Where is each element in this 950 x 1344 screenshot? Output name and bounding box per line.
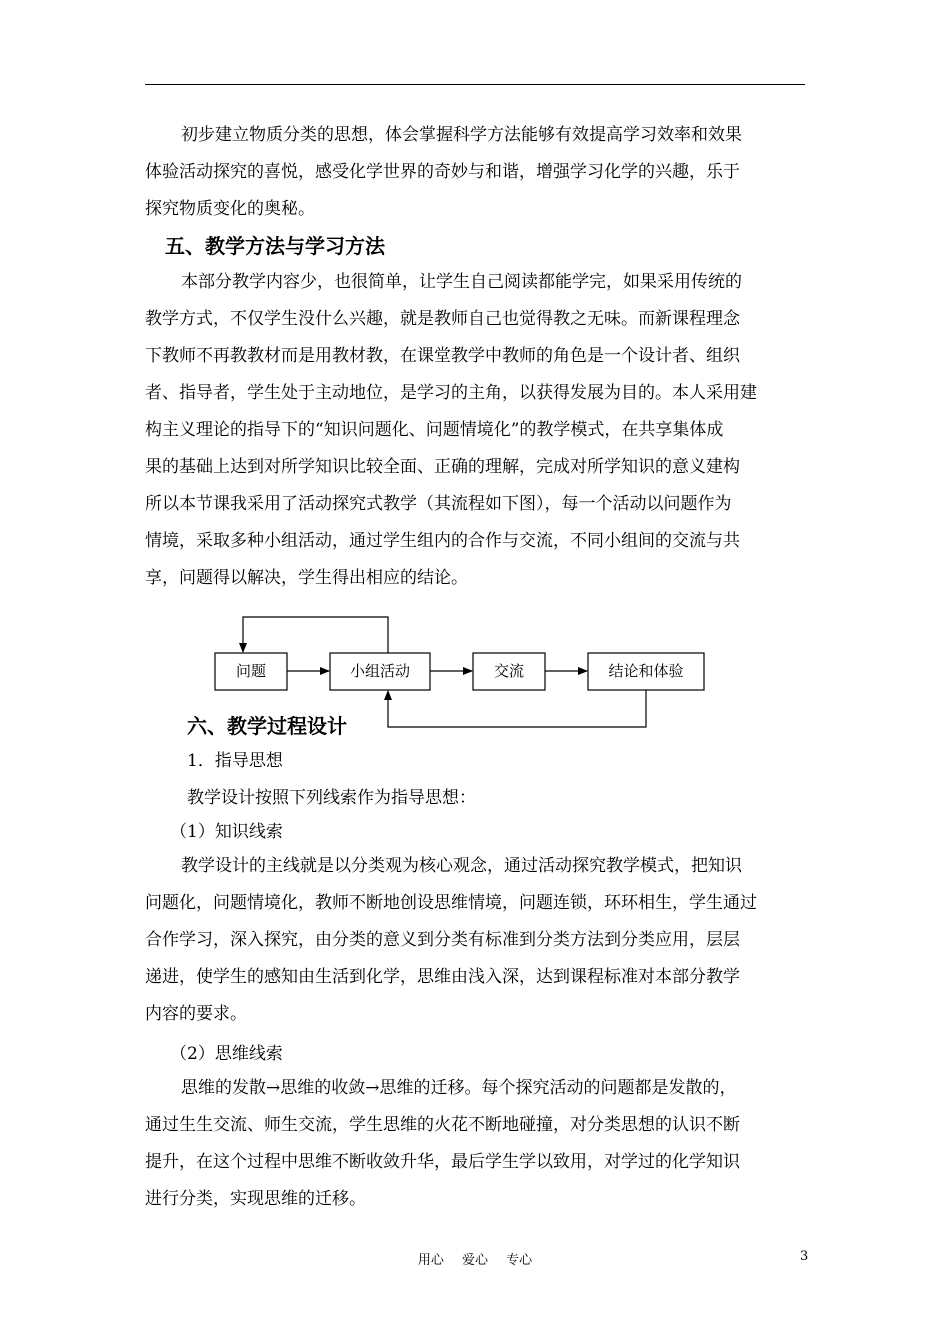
paragraph-line: 教学设计按照下列线索作为指导思想： [187,788,476,808]
flow-node-label: 交流 [493,662,525,680]
paragraph-line: 合作学习，深入探究，由分类的意义到分类有标准到分类方法到分类应用，层层 [145,930,740,950]
paragraph-line: 教学方式，不仅学生没什么兴趣，就是教师自己也觉得教之无味。而新课程理念 [145,309,740,329]
subheading-thinking-thread: （2）思维线索 [170,1044,283,1064]
paragraph-line: 通过生生交流、师生交流，学生思维的火花不断地碰撞，对分类思想的认识不断 [145,1115,740,1135]
paragraph-line: 体验活动探究的喜悦，感受化学世界的奇妙与和谐，增强学习化学的兴趣，乐于 [145,162,740,182]
paragraph-line: 思维的发散→思维的收敛→思维的迁移。每个探究活动的问题都是发散的， [181,1078,737,1098]
paragraph-line: 下教师不再教教材而是用教材教，在课堂教学中教师的角色是一个设计者、组织 [145,346,740,366]
paragraph-line: 进行分类，实现思维的迁移。 [145,1189,366,1209]
paragraph-line: 问题化，问题情境化，教师不断地创设思维情境，问题连锁，环环相生，学生通过 [145,893,757,913]
flow-loop-bottom [388,690,646,727]
page-number: 3 [800,1249,809,1264]
paragraph-line: 者、指导者，学生处于主动地位，是学习的主角，以获得发展为目的。本人采用建 [145,383,757,403]
paragraph-line: 果的基础上达到对所学知识比较全面、正确的理解，完成对所学知识的意义建构 [145,457,740,477]
flow-node-label: 小组活动 [349,662,411,680]
paragraph-line: 探究物质变化的奥秘。 [145,199,315,219]
flow-node-label: 问题 [235,662,267,680]
subheading-knowledge-thread: （1）知识线索 [170,822,283,842]
subheading-guiding-idea: 1．指导思想 [187,751,283,771]
paragraph-line: 享，问题得以解决，学生得出相应的结论。 [145,568,468,588]
paragraph-line: 内容的要求。 [145,1004,247,1024]
section-heading-5: 五、教学方法与学习方法 [165,234,385,258]
paragraph-line: 本部分教学内容少，也很简单，让学生自己阅读都能学完，如果采用传统的 [181,272,742,292]
paragraph-line: 情境，采取多种小组活动，通过学生组内的合作与交流，不同小组间的交流与共 [145,531,740,551]
paragraph-line: 提升，在这个过程中思维不断收敛升华，最后学生学以致用，对学过的化学知识 [145,1152,740,1172]
paragraph-line: 所以本节课我采用了活动探究式教学（其流程如下图），每一个活动以问题作为 [145,494,732,514]
paragraph-line: 教学设计的主线就是以分类观为核心观念，通过活动探究教学模式，把知识 [181,856,742,876]
section-heading-6: 六、教学过程设计 [187,714,347,738]
footer-motto: 用心 爱心 专心 [417,1253,533,1268]
paragraph-line: 构主义理论的指导下的“知识问题化、问题情境化”的教学模式，在共享集体成 [145,420,724,440]
flow-loop-top [243,617,388,653]
paragraph-line: 初步建立物质分类的思想，体会掌握科学方法能够有效提高学习效率和效果 [181,125,742,145]
paragraph-line: 递进，使学生的感知由生活到化学，思维由浅入深，达到课程标准对本部分教学 [145,967,740,987]
flow-node-label: 结论和体验 [608,662,684,680]
